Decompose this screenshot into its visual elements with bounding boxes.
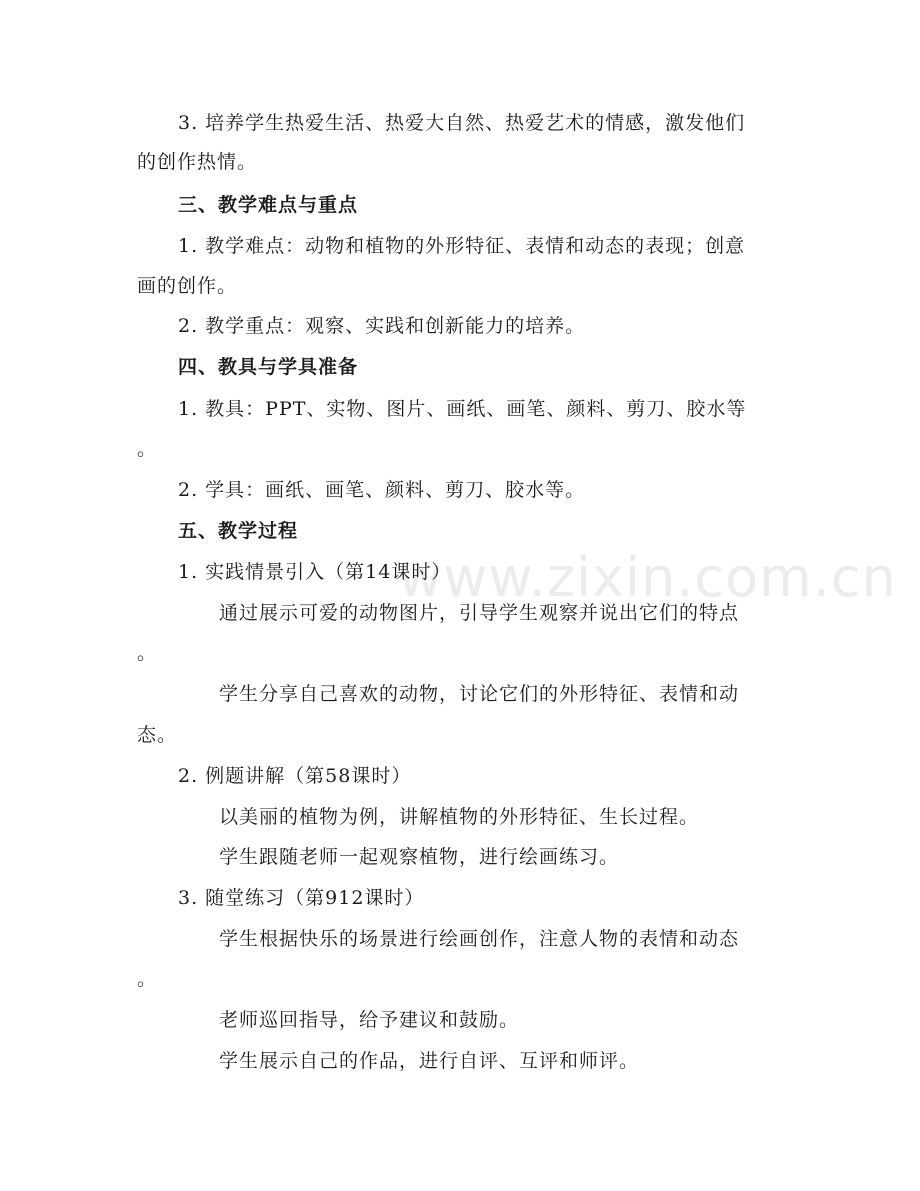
- paragraph-line: 2. 教学重点：观察、实践和创新能力的培养。: [178, 315, 586, 337]
- paragraph-line: 3. 随堂练习（第912课时）: [178, 887, 425, 909]
- paragraph-line: 2. 例题讲解（第58课时）: [178, 765, 412, 787]
- paragraph-line: 态。: [137, 724, 178, 746]
- paragraph-line: 老师巡回指导，给予建议和鼓励。: [219, 1009, 520, 1031]
- paragraph-line: 以美丽的植物为例，讲解植物的外形特征、生长过程。: [219, 806, 700, 828]
- section-heading-difficulties: 三、教学难点与重点: [178, 194, 359, 216]
- paragraph-line: 2. 学具：画纸、画笔、颜料、剪刀、胶水等。: [178, 479, 586, 501]
- section-heading-materials: 四、教具与学具准备: [178, 356, 359, 378]
- paragraph-line: 1. 实践情景引入（第14课时）: [178, 561, 452, 583]
- paragraph-line: 学生分享自己喜欢的动物，讨论它们的外形特征、表情和动: [219, 683, 740, 705]
- paragraph-line: 1. 教具：PPT、实物、图片、画纸、画笔、颜料、剪刀、胶水等: [178, 398, 747, 420]
- watermark: www.zixin.com.cn: [398, 546, 897, 609]
- paragraph-line: 。: [137, 642, 158, 664]
- paragraph-line: 学生展示自己的作品，进行自评、互评和师评。: [219, 1050, 640, 1072]
- paragraph-line: 。: [137, 968, 158, 990]
- paragraph-line: 通过展示可爱的动物图片，引导学生观察并说出它们的特点: [219, 602, 740, 624]
- paragraph-line: 3. 培养学生热爱生活、热爱大自然、热爱艺术的情感，激发他们: [178, 112, 746, 134]
- paragraph-line: 的创作热情。: [137, 151, 258, 173]
- paragraph-line: 1. 教学难点：动物和植物的外形特征、表情和动态的表现；创意: [178, 235, 746, 257]
- paragraph-line: 学生跟随老师一起观察植物，进行绘画练习。: [219, 846, 620, 868]
- paragraph-line: 学生根据快乐的场景进行绘画创作，注意人物的表情和动态: [219, 928, 740, 950]
- paragraph-line: 画的创作。: [137, 275, 238, 297]
- paragraph-line: 。: [137, 438, 158, 460]
- section-heading-process: 五、教学过程: [178, 520, 299, 542]
